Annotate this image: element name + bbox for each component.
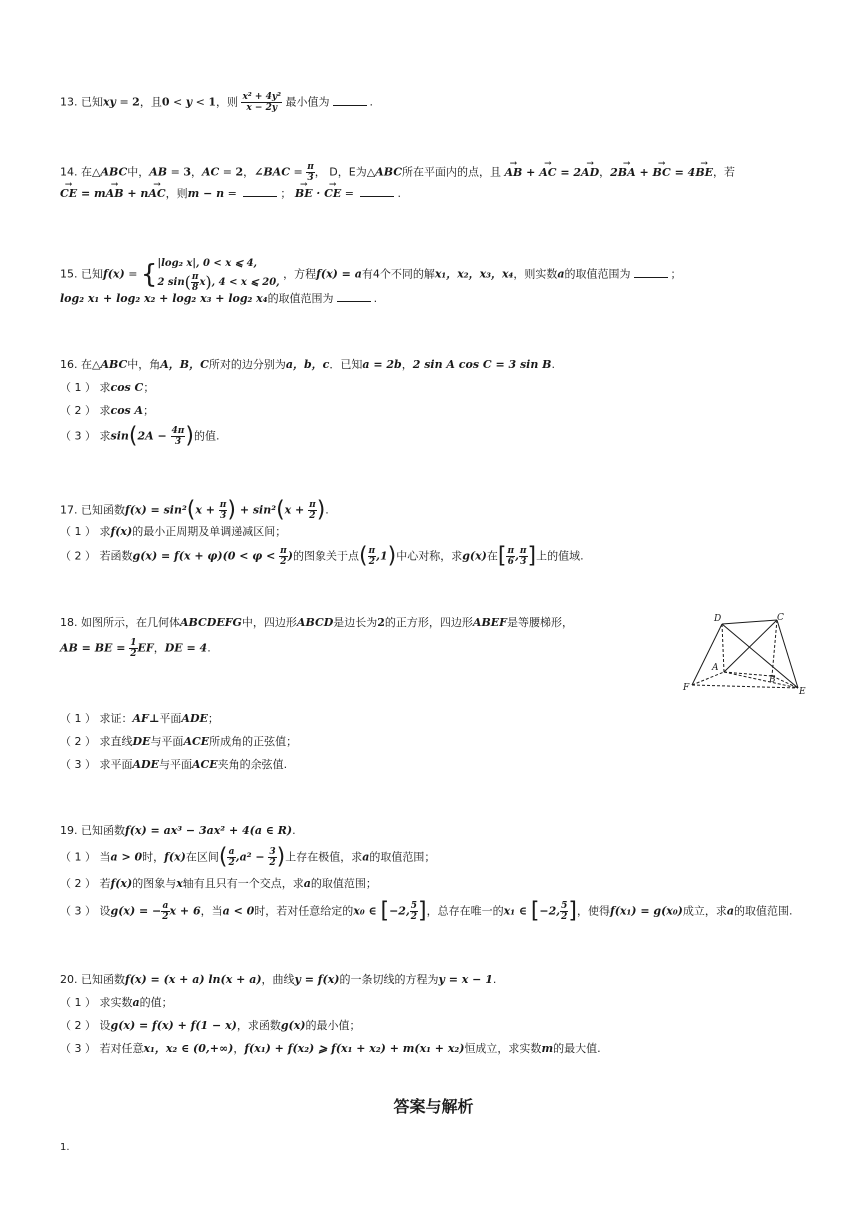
label-d: D xyxy=(714,614,722,624)
edge-de xyxy=(722,624,798,688)
question-19-part-1: （ 1 ） 当a > 0时，f(x)在区间( $\frac{a}{2}$ ,a² − $\frac{3}{2}$ )上存在极值，求a的取值范围； xyxy=(60,844,436,870)
answer-blank xyxy=(333,95,367,106)
question-17: 17. 已知函数f(x) = sin²(x + $\frac{\pi}{3}$ ) + sin²(x + $\frac{\pi}{2}$ ). xyxy=(60,497,329,523)
answer-section-heading: 答案与解析 xyxy=(393,1097,474,1116)
label-a: A xyxy=(712,663,719,673)
question-18-part-1: （ 1 ） 求证：AF⊥平面ADE； xyxy=(60,712,219,725)
question-14-line-1: 14. 在△ABC中，AB = 3，AC = 2，∠BAC = $\frac{\pi}{3}$ ， D，E为△ABC所在平面内的点，且 → AB + → AC = 2→ AD，2→ BA + → BC = 4→ BE，若 xyxy=(60,162,735,183)
geometry-figure xyxy=(680,612,810,696)
question-15-line-2: log₂ x₁ + log₂ x₂ + log₂ x₃ + log₂ x₄的取值范围为 . xyxy=(60,292,378,305)
edge-fe xyxy=(692,685,798,688)
question-19-part-2: （ 2 ） 若f(x)的图象与x轴有且只有一个交点，求a的取值范围； xyxy=(60,877,377,890)
question-20: 20. 已知函数f(x) = (x + a) ln(x + a)，曲线y = f(x)的一条切线的方程为y = x − 1. xyxy=(60,973,497,986)
question-20-part-3: （ 3 ） 若对任意x₁，x₂ ∈ (0,+∞)，f(x₁) + f(x₂) ⩾ f(x₁ + x₂) + m(x₁ + x₂)恒成立，求实数m的最大值. xyxy=(60,1042,601,1055)
question-18-line-1: 18. 如图所示，在几何体ABCDEFG中，四边形ABCD是边长为2的正方形，四边形ABEF是等腰梯形， xyxy=(60,616,573,629)
edge-ce xyxy=(777,620,798,688)
edge-fa xyxy=(692,672,724,685)
question-16-part-2: （ 2 ） 求cos A； xyxy=(60,404,155,417)
question-13: 13. 已知xy = 2，且0 < y < 1，则 $\frac{\text{x² + 4y²}}{x - 2y}$ 最小值为 . xyxy=(60,92,374,113)
edge-be xyxy=(772,676,798,688)
question-20-part-1: （ 1 ） 求实数a的值； xyxy=(60,996,173,1009)
edge-ae xyxy=(724,672,798,688)
question-19-part-3: （ 3 ） 设g(x) = − $\frac{a}{2}$ x + 6，当a < 0时，若对任意给定的x₀ ∈ [−2, $\frac{5}{2}$ ]，总存在唯一的x₁ ∈ [−2, $\frac{5}{2}$ ]，使得f(x₁) = g(x₀)成立，求a的取值范围. xyxy=(60,898,793,924)
edge-dc xyxy=(722,620,777,624)
question-17-part-2: （ 2 ） 若函数g(x) = f(x + φ)(0 < φ < $\frac{\pi}{2}$ )的图象关于点( $\frac{\pi}{2}$ ,1)中心对称，求g(x)在[ $\frac{\pi}{6}$ , $\frac{\pi}{3}$ ]上的值域. xyxy=(60,543,584,569)
label-f: F xyxy=(683,683,690,693)
question-16-part-3: （ 3 ） 求sin(2A − $\frac{4\pi}{3}$ )的值. xyxy=(60,423,220,449)
label-b: B xyxy=(769,675,776,685)
edge-da xyxy=(722,624,724,672)
label-c: C xyxy=(777,613,784,623)
question-16-part-1: （ 1 ） 求cos C； xyxy=(60,381,155,394)
question-19: 19. 已知函数f(x) = ax³ − 3ax² + 4(a ∈ R). xyxy=(60,824,296,837)
edge-df xyxy=(692,624,722,685)
question-18-part-2: （ 2 ） 求直线DE与平面ACE所成角的正弦值； xyxy=(60,735,298,748)
question-18-part-3: （ 3 ） 求平面ADE与平面ACE夹角的余弦值. xyxy=(60,758,288,771)
label-e: E xyxy=(799,687,806,696)
question-16: 16. 在△ABC中，角A，B，C所对的边分别为a，b，c．已知a = 2b，2 sin A cos C = 3 sin B. xyxy=(60,358,555,371)
question-17-part-1: （ 1 ） 求f(x)的最小正周期及单调递减区间； xyxy=(60,525,287,538)
question-14-line-2: → CE = m→ AB + n→ AC，则m − n = ； → BE · → CE = . xyxy=(60,186,401,202)
question-15-line-1: 15. 已知f(x) = { |log₂ x|, 0 < x ⩽ 4, 2 sin( $\frac{\pi}{8}$ x), 4 < x ⩽ 20, ，方程f(x) = a有4个不同的解x₁，x₂，x₃，x₄，则实数a的取值范围为 ； xyxy=(60,258,682,293)
question-18-line-2: AB = BE = $\frac{1}{2}$ EF，DE = 4. xyxy=(60,638,211,659)
answer-number: 1. xyxy=(60,1142,70,1153)
question-20-part-2: （ 2 ） 设g(x) = f(x) + f(1 − x)，求函数g(x)的最小值； xyxy=(60,1019,361,1032)
